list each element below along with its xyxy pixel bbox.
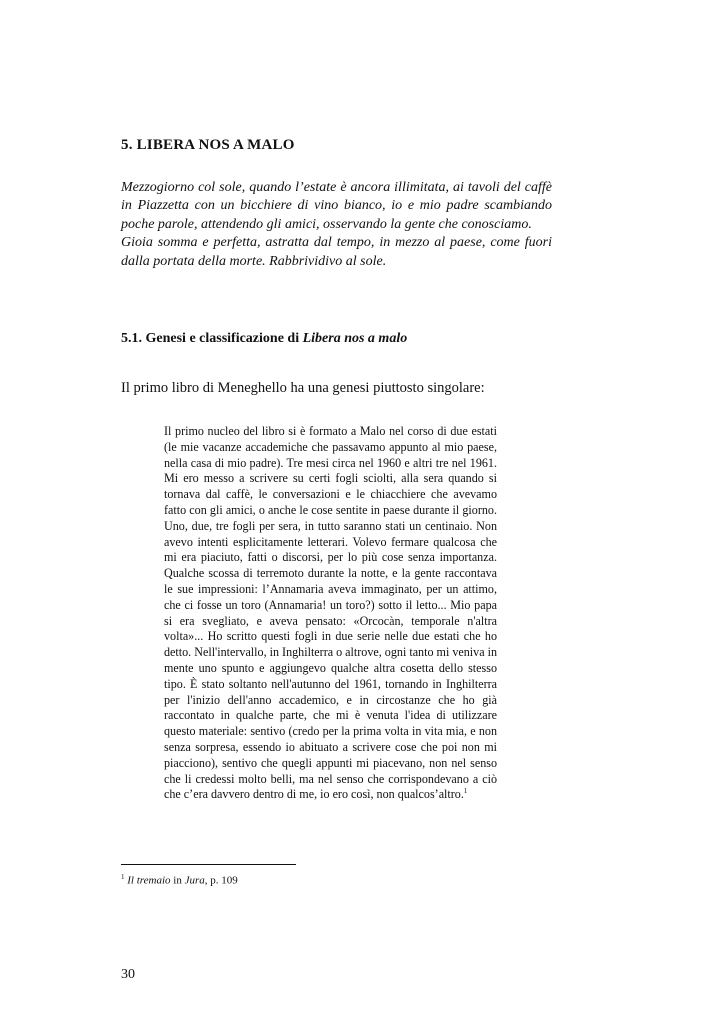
footnote (121, 873, 238, 887)
epigraph-paragraph: Mezzogiorno col sole, quando l’estate è ancora illimitata, ai tavoli del caffè in Piazzetta con un bicchiere di vino bianco, io e mio padre scambiando poche parole, attendendo gli amici, osservando la gente che conosciamo. (121, 180, 552, 232)
page-number: 30 (121, 967, 135, 982)
block-quote-text: Il primo nucleo del libro si è formato a Malo nel corso di due estati (le mie vacanze accademiche che passavamo appunto al mio paese, nella casa di mio padre). Tre mesi circa nel 1960 e altri tre nel 1961. Mi ero messo a scrivere su certi fogli sciolti, alla sera quando si tornava dal caffè, le conversazioni e le chiacchiere che avevamo fatto con gli amici, o anche le cose sentite in paese durante il giorno. Uno, due, tre fogli per sera, in tutto saranno stati un centinaio. Non avevo intenti esplicitamente letterari. Volevo fermare qualcosa che mi era piaciuto, fatti o discorsi, per lo più cose senza importanza. Qualche scossa di terremoto durante la notte, e la gente raccontava le sue impressioni: l’Annamaria aveva immaginato, per un attimo, che ci fosse un toro (Annamaria! un toro?) sotto il letto... Mio papa si era svegliato, e aveva pensato: «Orcocàn, temporale n'altra volta»... Ho scritto questi fogli in due serie nelle due estati che ho detto. Nell'intervallo, in Inghilterra o altrove, ogni tanto mi veniva in mente uno spunto e aggiungevo qualche altra cosetta dello stesso tipo. È stato soltanto nell'autunno del 1961, tornando in Inghilterra per l'inizio dell'anno accademico, e in circostanze che ho già raccontato in qualche parte, che mi è venuta l'idea di utilizzare questo materiale: sentivo (credo per la prima volta in vita mia, e non senza sorpresa, essendo io abituato a scrivere cose che poi non mi piacciono), sentivo che quegli appunti mi piacevano, non nel senso che li credessi molto belli, ma nel senso che corrispondevano a ciò che c’era davvero dentro di me, io ero così, non qualcos’altro. (164, 424, 497, 802)
block-quote (164, 424, 497, 803)
footnote-work-title: Il tremaio (127, 874, 171, 887)
chapter-title: 5. LIBERA NOS A MALO (121, 137, 295, 153)
section-heading-number: 5.1. Genesi e classificazione di (121, 331, 303, 346)
section-heading-book-title: Libera nos a malo (302, 331, 408, 346)
intro-paragraph: Il primo libro di Meneghello ha una genesi piuttosto singolare: (121, 380, 485, 396)
footnote-marker: 1 (121, 873, 125, 881)
epigraph-paragraph: Gioia somma e perfetta, astratta dal tempo, in mezzo al paese, come fuori dalla portata della morte. Rabbrividivo al sole. (121, 235, 552, 269)
section-heading (121, 331, 407, 347)
footnote-source-title: Jura (184, 874, 205, 887)
footnote-page: , p. 109 (204, 874, 238, 887)
epigraph (121, 179, 552, 271)
footnote-separator (121, 864, 296, 865)
footnote-in: in (170, 874, 185, 887)
footnote-reference: 1 (463, 787, 468, 796)
